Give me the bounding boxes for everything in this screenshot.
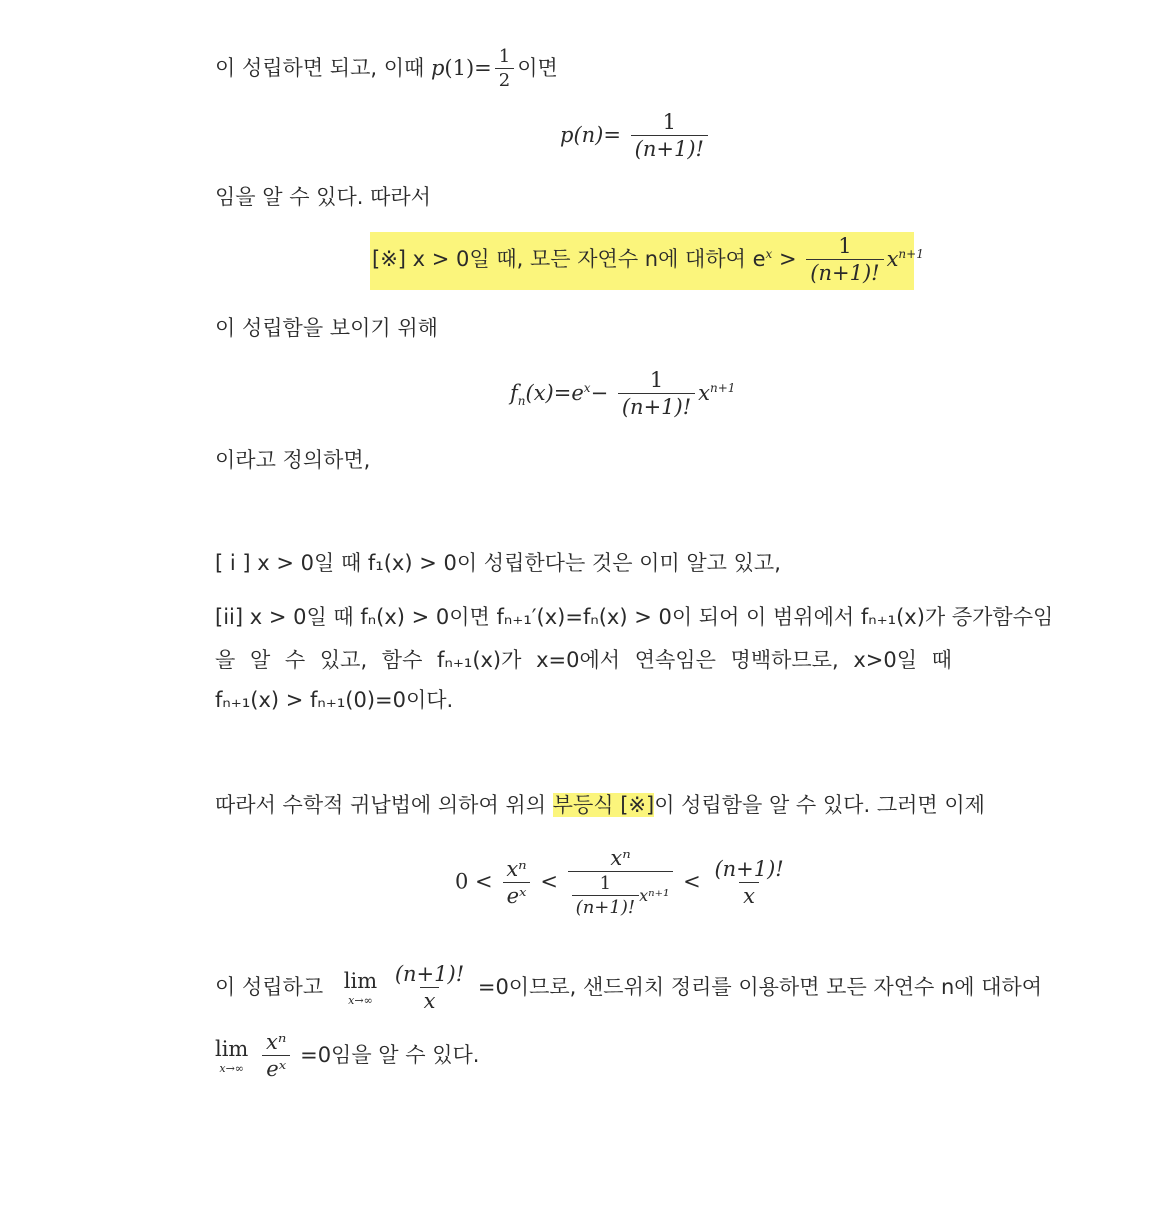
chain-inequality: 0 < $\frac{\text{xⁿ}}{\text{eˣ}}$ < xⁿ $\frac{1}{(n+1)!}$ xⁿ⁺¹ < $\frac{(n+1)!}{x}$ <box>455 846 784 918</box>
case-2-line-2: 을 알 수 있고, 함수 fₙ₊₁(x)가 x=0에서 연속임은 명백하므로, x>0일 때 <box>215 648 952 672</box>
text-line-1: 이 성립하면 되고, 이때 p(1)= $\frac{1}{2}$ 이면 <box>215 46 558 91</box>
conclusion-line: 따라서 수학적 귀납법에 의하여 위의 부등식 [※]이 성립함을 알 수 있다. 그러면 이제 <box>215 793 985 817</box>
case-2-line-1: [ii] x > 0일 때 fₙ(x) > 0이면 fₙ₊₁′(x)=fₙ(x) > 0이 되어 이 범위에서 fₙ₊₁(x)가 증가함수임 <box>215 605 1054 629</box>
final-line-1: 이 성립하고 lim x→∞ $\frac{(n+1)!}{x}$ =0이므로, 샌드위치 정리를 이용하면 모든 자연수 n에 대하여 <box>215 962 1043 1013</box>
text-line-3: 이 성립함을 보이기 위해 <box>215 316 438 340</box>
equation-p-n: p(n)= $\frac{1}{(n+1)!}$ <box>560 112 711 160</box>
equation-f-n: $f_n(x)=e^x-$ $\frac{1}{(n+1)!}$ $x^{n+1}$ <box>510 368 736 419</box>
text-line-2: 임을 알 수 있다. 따라서 <box>215 185 431 209</box>
inequality-star: [※] x > 0일 때, 모든 자연수 n에 대하여 $e^x$ > $\frac{1}{(n+1)!}$ $x^{n+1}$ <box>372 234 924 285</box>
highlight-inequality-ref: 부등식 [※] <box>552 793 655 817</box>
case-2-line-3: fₙ₊₁(x) > fₙ₊₁(0)=0이다. <box>215 688 454 712</box>
case-1: [ i ] x > 0일 때 f₁(x) > 0이 성립한다는 것은 이미 알고 있고, <box>215 551 781 575</box>
text-line-4: 이라고 정의하면, <box>215 448 371 472</box>
final-line-2: lim x→∞ $\frac{\text{xⁿ}}{\text{eˣ}}$ =0임을 알 수 있다. <box>215 1030 480 1081</box>
